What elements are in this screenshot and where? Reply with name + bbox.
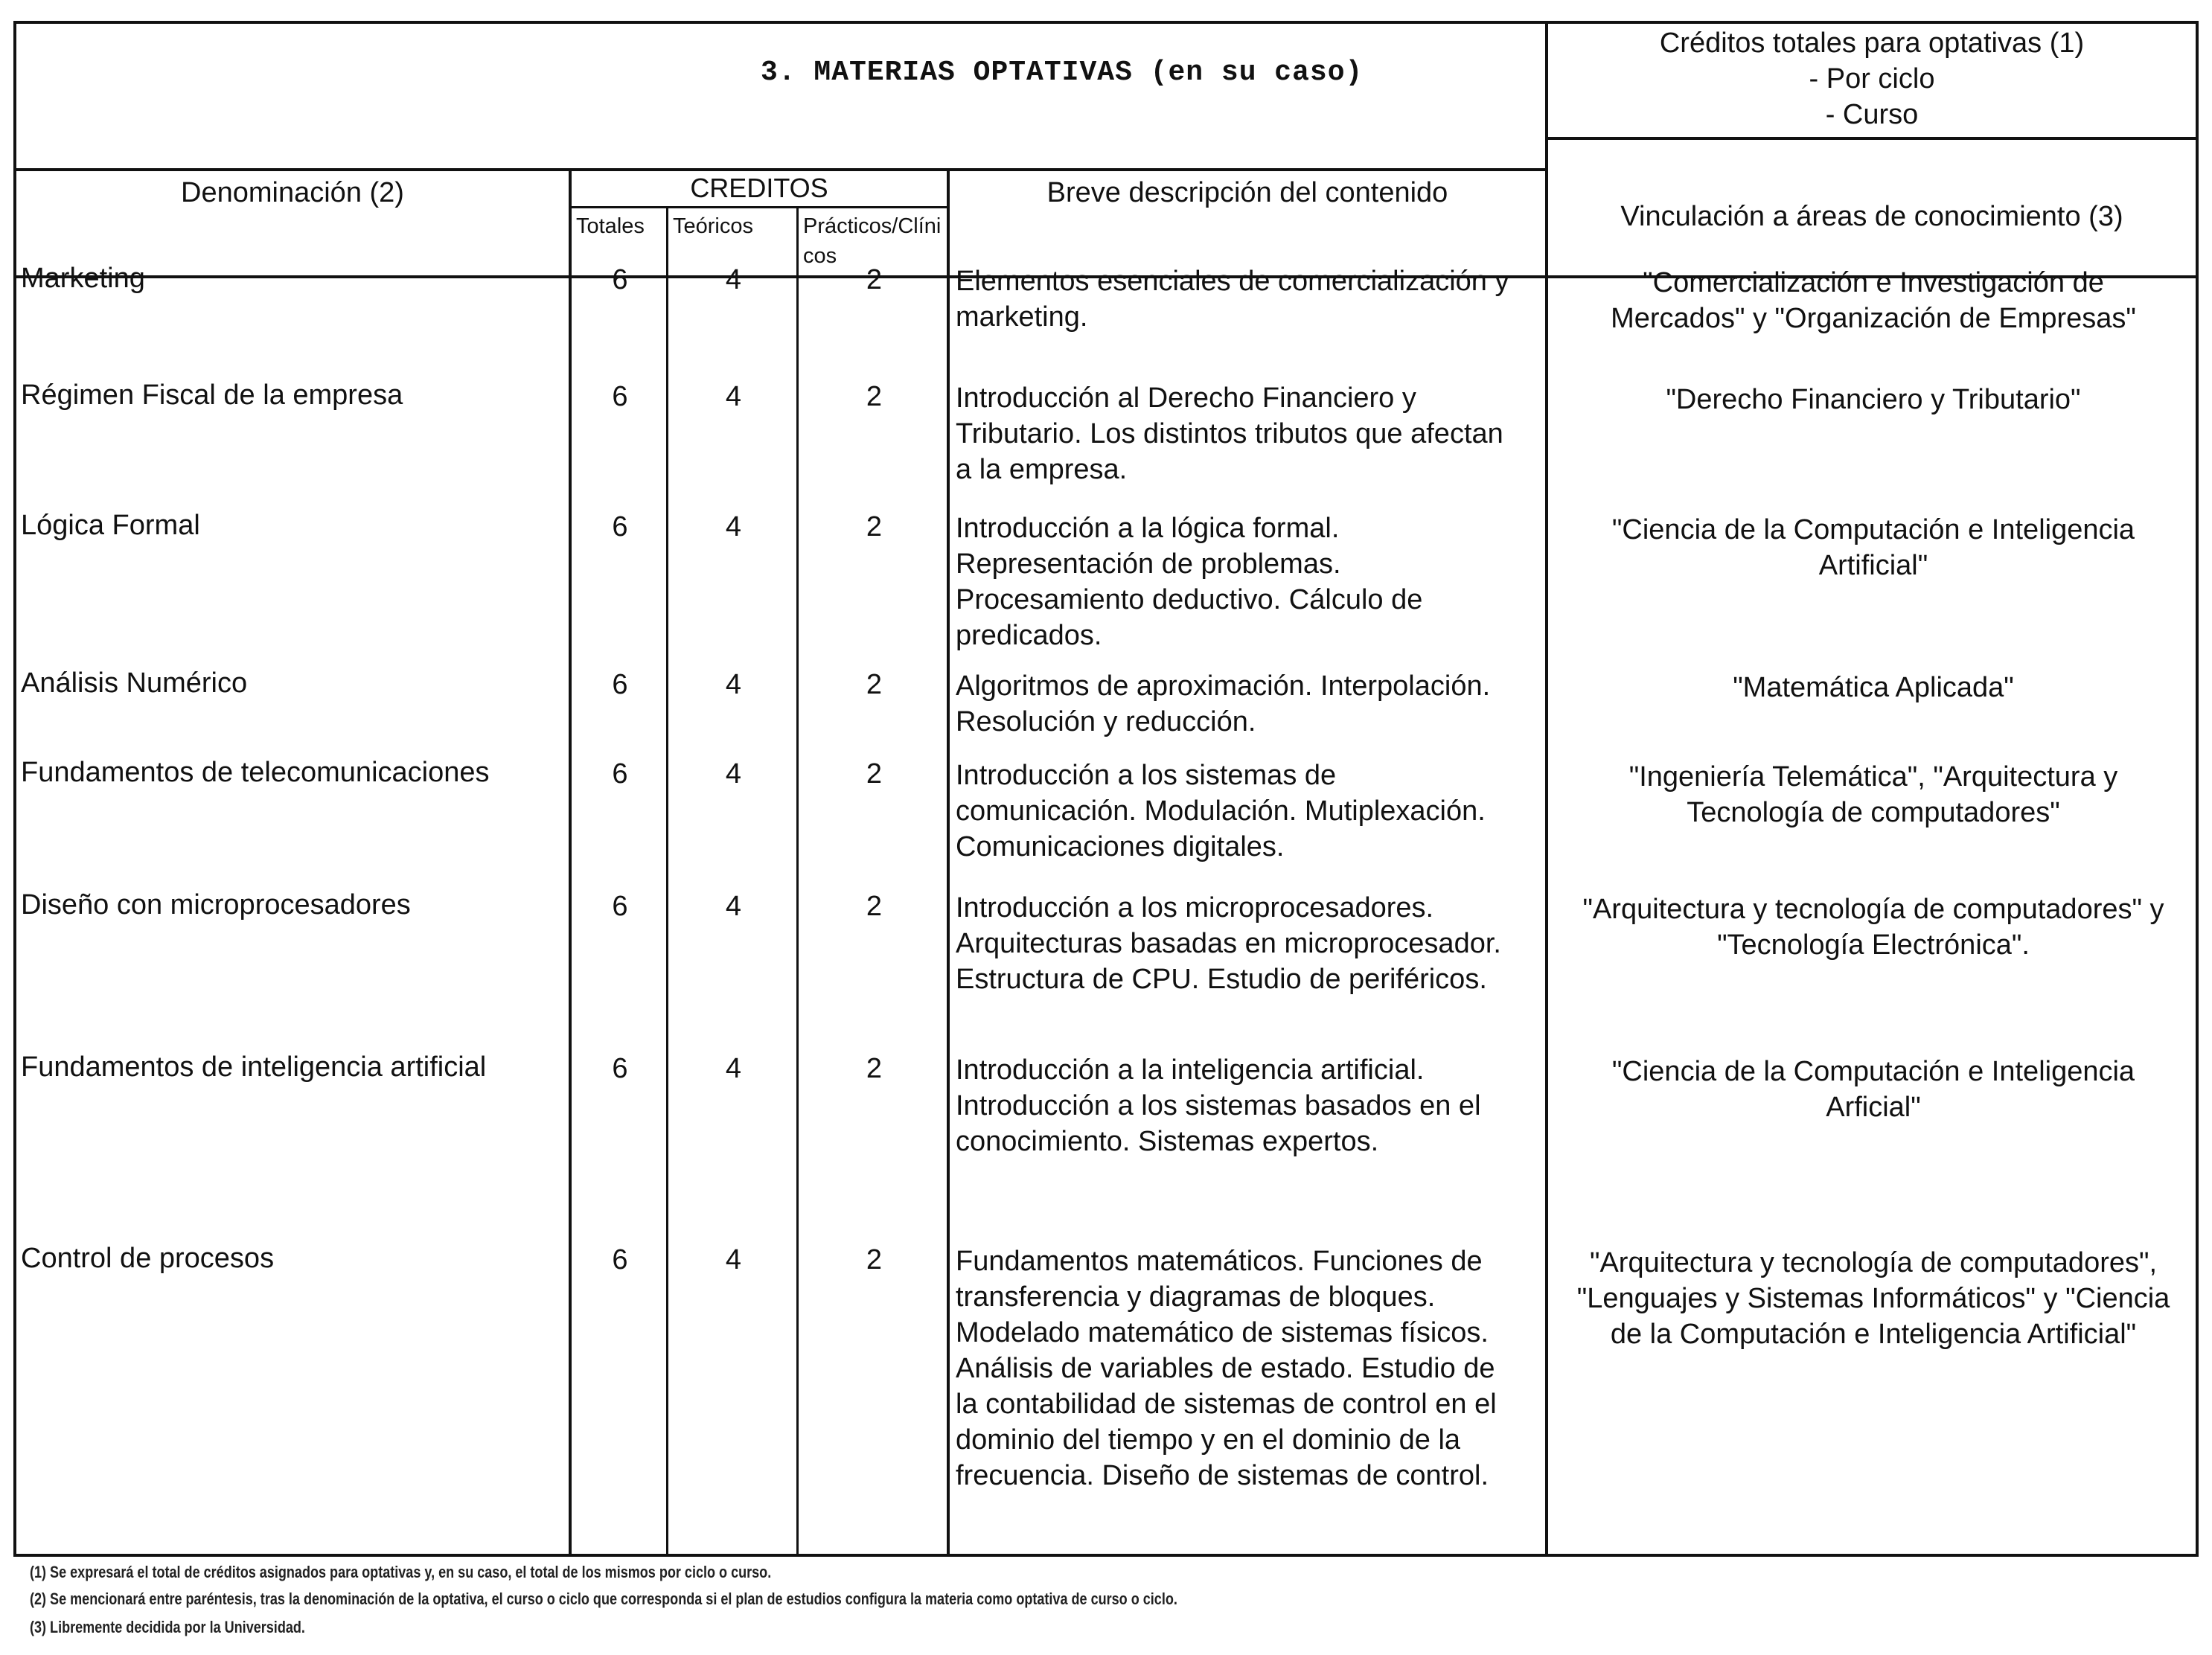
header-vinculacion: Vinculación a áreas de conocimiento (3) bbox=[1548, 140, 2196, 278]
description-line: Estructura de CPU. Estudio de periféricos. bbox=[956, 964, 1487, 995]
description-line: Análisis de variables de estado. Estudio de bbox=[956, 1353, 1495, 1384]
knowledge-area-line: Mercados" y "Organización de Empresas" bbox=[1611, 303, 2136, 334]
credits-box-line: - Curso bbox=[1825, 99, 1919, 130]
credits-total: 6 bbox=[612, 758, 628, 790]
subject-name: Lógica Formal bbox=[21, 510, 200, 541]
subject-name: Fundamentos de telecomunicaciones bbox=[21, 757, 490, 788]
credits-theory: 4 bbox=[725, 381, 742, 412]
header-descripcion: Breve descripción del contenido bbox=[950, 171, 1548, 278]
description-line: Fundamentos matemáticos. Funciones de bbox=[956, 1246, 1483, 1277]
knowledge-area-line: "Derecho Financiero y Tributario" bbox=[1666, 384, 2081, 415]
subject-name: Análisis Numérico bbox=[21, 668, 248, 699]
credits-box-line: Créditos totales para optativas (1) bbox=[1659, 28, 2085, 59]
knowledge-area bbox=[1551, 759, 2196, 830]
header-practicos: Prácticos/Clínicos bbox=[799, 208, 950, 278]
footnote: (3) Libremente decidida por la Universidad. bbox=[30, 1618, 305, 1636]
credits-practice: 2 bbox=[866, 1053, 883, 1084]
credits-total: 6 bbox=[612, 669, 628, 700]
footnote: (1) Se expresará el total de créditos asignados para optativas y, en su caso, el total de los mismos por ciclo o curso. bbox=[30, 1563, 772, 1581]
credits-total: 6 bbox=[612, 891, 628, 922]
knowledge-area bbox=[1551, 512, 2196, 583]
description-line: Algoritmos de aproximación. Interpolación. bbox=[956, 670, 1491, 702]
credits-practice: 2 bbox=[866, 891, 883, 922]
credits-total: 6 bbox=[612, 381, 628, 412]
description-line: conocimiento. Sistemas expertos. bbox=[956, 1126, 1379, 1157]
credits-practice: 2 bbox=[866, 669, 883, 700]
header-creditos: CREDITOS bbox=[572, 171, 947, 208]
subject-description bbox=[956, 510, 1545, 653]
header-denominacion: Denominación (2) bbox=[16, 171, 572, 278]
description-line: predicados. bbox=[956, 620, 1102, 651]
description-line: Introducción a la inteligencia artificial. bbox=[956, 1054, 1425, 1086]
credits-total: 6 bbox=[612, 1053, 628, 1084]
credits-practice: 2 bbox=[866, 1244, 883, 1275]
description-line: dominio del tiempo y en el dominio de la bbox=[956, 1424, 1461, 1456]
description-line: Arquitecturas basadas en microprocesador. bbox=[956, 928, 1501, 959]
header-totales: Totales bbox=[572, 208, 668, 278]
credits-theory: 4 bbox=[725, 758, 742, 790]
knowledge-area-line: "Arquitectura y tecnología de computadores" y bbox=[1582, 894, 2164, 925]
credits-practice: 2 bbox=[866, 264, 883, 295]
credits-practice: 2 bbox=[866, 758, 883, 790]
subject-name: Diseño con microprocesadores bbox=[21, 889, 411, 921]
subject-description bbox=[956, 890, 1545, 997]
description-line: Comunicaciones digitales. bbox=[956, 831, 1285, 862]
knowledge-area-line: Tecnología de computadores" bbox=[1687, 797, 2060, 828]
knowledge-area-line: "Lenguajes y Sistemas Informáticos" y "Ciencia bbox=[1576, 1283, 2170, 1314]
knowledge-area bbox=[1551, 265, 2196, 336]
knowledge-area-line: "Matemática Aplicada" bbox=[1733, 672, 2014, 703]
subject-name: Fundamentos de inteligencia artificial bbox=[21, 1051, 487, 1083]
knowledge-area-line: "Tecnología Electrónica". bbox=[1717, 929, 2030, 961]
description-line: Tributario. Los distintos tributos que afectan bbox=[956, 418, 1503, 449]
credits-theory: 4 bbox=[725, 1244, 742, 1275]
credits-total: 6 bbox=[612, 1244, 628, 1275]
description-line: a la empresa. bbox=[956, 454, 1128, 485]
credits-box bbox=[1548, 24, 2196, 140]
description-line: Introducción a los sistemas basados en el bbox=[956, 1090, 1481, 1121]
description-line: Representación de problemas. bbox=[956, 548, 1341, 580]
description-line: Resolución y reducción. bbox=[956, 706, 1256, 737]
description-line: comunicación. Modulación. Mutiplexación. bbox=[956, 796, 1486, 827]
subject-name: Régimen Fiscal de la empresa bbox=[21, 380, 403, 411]
optional-subjects-table bbox=[13, 21, 2199, 1557]
description-line: Elementos esenciales de comercialización y bbox=[956, 266, 1509, 297]
credits-theory: 4 bbox=[725, 511, 742, 542]
knowledge-area bbox=[1551, 670, 2196, 705]
subject-description bbox=[956, 1052, 1545, 1159]
description-line: marketing. bbox=[956, 301, 1088, 333]
description-line: la contabilidad de sistemas de control en el bbox=[956, 1389, 1497, 1420]
credits-theory: 4 bbox=[725, 264, 742, 295]
subject-name: Marketing bbox=[21, 263, 145, 294]
credits-total: 6 bbox=[612, 264, 628, 295]
footnote: (2) Se mencionará entre paréntesis, tras la denominación de la optativa, el curso o ciclo que corresponda si el plan de estudios configura la materia como optativa de curso o ciclo. bbox=[30, 1590, 1177, 1608]
knowledge-area-line: Artificial" bbox=[1818, 550, 1928, 581]
knowledge-area-line: "Ciencia de la Computación e Inteligencia bbox=[1611, 1056, 2135, 1087]
description-line: Modelado matemático de sistemas físicos. bbox=[956, 1317, 1489, 1348]
credits-box-line: - Por ciclo bbox=[1809, 63, 1935, 95]
credits-theory: 4 bbox=[725, 1053, 742, 1084]
description-line: transferencia y diagramas de bloques. bbox=[956, 1281, 1436, 1313]
credits-theory: 4 bbox=[725, 669, 742, 700]
knowledge-area bbox=[1551, 1054, 2196, 1125]
knowledge-area-line: "Arquitectura y tecnología de computadores", bbox=[1589, 1247, 2158, 1278]
knowledge-area bbox=[1551, 1245, 2196, 1352]
subject-description bbox=[956, 380, 1545, 487]
knowledge-area-line: "Ingeniería Telemática", "Arquitectura y bbox=[1628, 761, 2118, 793]
knowledge-area bbox=[1551, 891, 2196, 963]
description-line: Procesamiento deductivo. Cálculo de bbox=[956, 584, 1423, 615]
knowledge-area-line: Arficial" bbox=[1826, 1092, 1921, 1123]
credits-practice: 2 bbox=[866, 381, 883, 412]
subject-description bbox=[956, 263, 1545, 335]
description-line: Introducción a la lógica formal. bbox=[956, 513, 1340, 544]
subject-description bbox=[956, 668, 1545, 740]
section-header bbox=[16, 24, 1548, 171]
subject-name: Control de procesos bbox=[21, 1243, 275, 1274]
knowledge-area-line: de la Computación e Inteligencia Artificial" bbox=[1610, 1319, 2137, 1350]
knowledge-area-line: "Comercialización e Investigación de bbox=[1643, 267, 2104, 298]
description-line: Introducción a los sistemas de bbox=[956, 760, 1337, 791]
section-title: 3. MATERIAS OPTATIVAS (en su caso) bbox=[761, 57, 1364, 89]
credits-practice: 2 bbox=[866, 511, 883, 542]
description-line: Introducción a los microprocesadores. bbox=[956, 892, 1434, 923]
description-line: Introducción al Derecho Financiero y bbox=[956, 382, 1416, 414]
description-line: frecuencia. Diseño de sistemas de control. bbox=[956, 1460, 1489, 1491]
subject-description bbox=[956, 758, 1545, 865]
subject-description bbox=[956, 1243, 1545, 1494]
credits-total: 6 bbox=[612, 511, 628, 542]
header-teoricos: Teóricos bbox=[668, 208, 799, 278]
knowledge-area bbox=[1551, 382, 2196, 417]
knowledge-area-line: "Ciencia de la Computación e Inteligencia bbox=[1611, 514, 2135, 545]
credits-theory: 4 bbox=[725, 891, 742, 922]
